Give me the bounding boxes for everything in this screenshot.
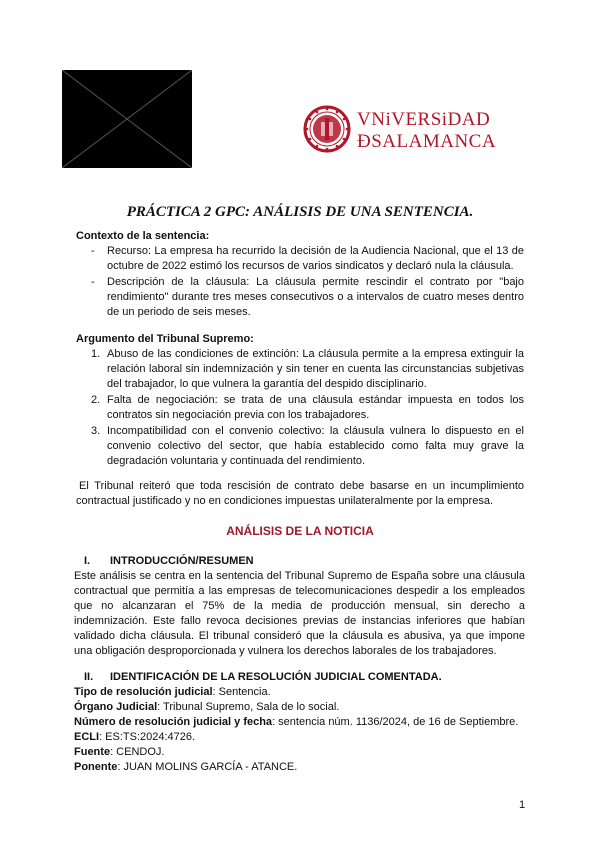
argument-item: 2. Falta de negociación: se trata de una cláusula estándar impuesta en todos los contratos sin negociación previa con los trabajadores. [91, 394, 524, 421]
page-number: 1 [519, 799, 526, 811]
section1-heading: I. INTRODUCCIÓN/RESUMEN [84, 555, 254, 567]
context-heading: Contexto de la sentencia: [76, 230, 210, 242]
university-name-line2: ÐSALAMANCA [357, 131, 497, 152]
argument-item: 3. Incompatibilidad con el convenio colectivo: la cláusula vulnera lo dispuesto en el convenio colectivo del sector, que había establecido como falta muy grave la degradación voluntaria y continuada del rendimiento. [91, 425, 524, 467]
bullet-dash-icon: - [91, 276, 95, 288]
field-row: Tipo de resolución judicial: Sentencia. [74, 686, 271, 698]
field-row: Fuente: CENDOJ. [74, 746, 165, 758]
field-row: Órgano Judicial: Tribunal Supremo, Sala de lo social. [74, 701, 340, 713]
university-seal-icon [303, 105, 351, 153]
section2-heading: II. IDENTIFICACIÓN DE LA RESOLUCIÓN JUDICIAL COMENTADA. [84, 671, 442, 683]
resolution-fields [74, 685, 534, 775]
university-logo [303, 103, 503, 157]
argument-item: 1. Abuso de las condiciones de extinción: La cláusula permite a la empresa extinguir la relación laboral sin indemnización y sin tener en cuenta las circunstancias subjetivas del trabajador, lo que vulnera la garantía del despido disciplinario. [91, 348, 524, 390]
image-placeholder [62, 70, 192, 168]
bullet-dash-icon: - [91, 245, 95, 257]
argument-heading: Argumento del Tribunal Supremo: [76, 333, 254, 345]
argument-section [76, 332, 536, 469]
section1-body: Este análisis se centra en la sentencia del Tribunal Supremo de España sobre una cláusula contractual que permitía a las empresas de telecomunicaciones despedir a los empleados que no alcanzaran el 75% de la media de producción mensual, sin derecho a indemnización. Este fallo revoca decisiones previas de instancias inferiores que habían validado dicha cláusula. El tribunal consideró que la cláusula es abusiva, ya que impone una obligación desproporcionada y vulnera los derechos laborales de los trabajadores. [74, 570, 525, 657]
argument-conclusion: El Tribunal reiteró que toda rescisión de contrato debe basarse en un incumplimiento contractual justificado y no en condiciones impuestas unilateralmente por la empresa. [76, 480, 524, 507]
university-name [357, 109, 496, 153]
university-name-line1: VNiVERSiDAD [357, 109, 491, 130]
field-row: ECLI: ES:TS:2024:4726. [74, 731, 196, 743]
document-title: PRÁCTICA 2 GPC: ANÁLISIS DE UNA SENTENCIA. [126, 204, 474, 220]
context-item: - Recurso: La empresa ha recurrido la decisión de la Audiencia Nacional, que el 13 de octubre de 2022 estimó los recursos de varios sindicatos y declaró nula la cláusula. [91, 245, 524, 272]
analysis-heading: ANÁLISIS DE LA NOTICIA [226, 524, 374, 538]
field-row: Número de resolución judicial y fecha: sentencia núm. 1136/2024, de 16 de Septiembre. [74, 716, 519, 728]
context-item: - Descripción de la cláusula: La cláusula permite rescindir el contrato por "bajo rendimiento" durante tres meses consecutivos o a intervalos de cuatro meses dentro de un periodo de seis meses. [91, 276, 524, 318]
context-section [76, 229, 536, 320]
field-row: Ponente: JUAN MOLINS GARCÍA - ATANCE. [74, 761, 298, 773]
